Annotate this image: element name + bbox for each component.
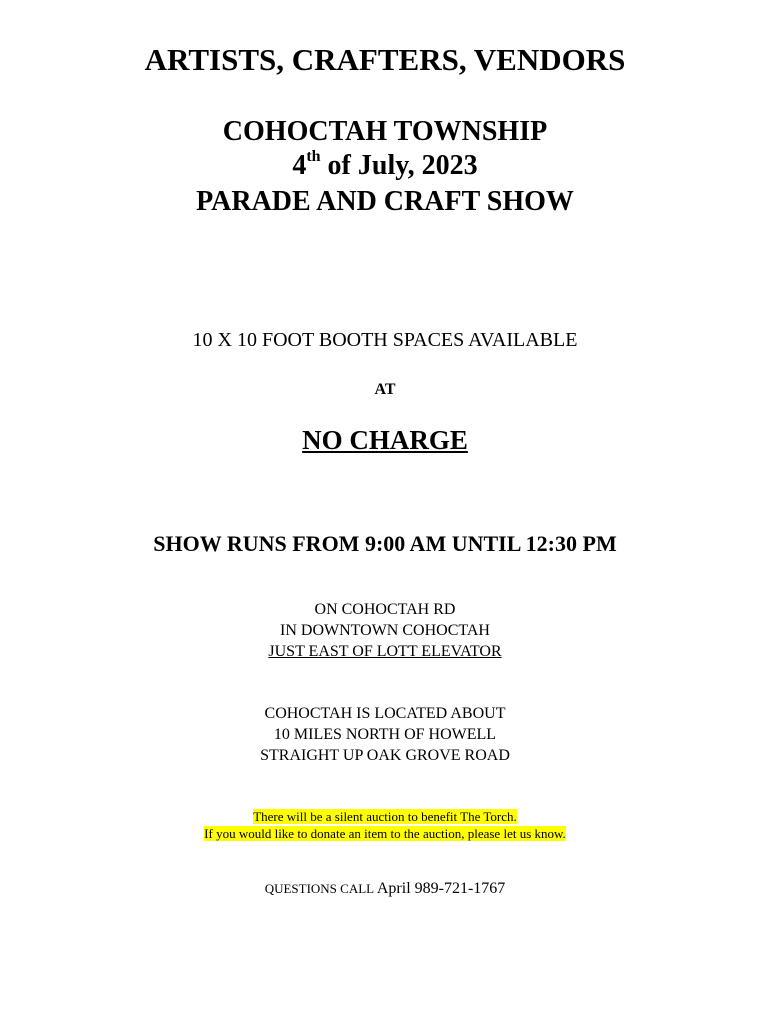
date-day: 4 [292, 150, 307, 181]
contact-phone: April 989-721-1767 [376, 880, 506, 897]
price-text [0, 423, 770, 457]
location-line-2: IN DOWNTOWN COHOCTAH [280, 622, 490, 639]
event-name: PARADE AND CRAFT SHOW [196, 186, 574, 217]
date-suffix: th [306, 148, 321, 165]
directions-line-3: STRAIGHT UP OAK GROVE ROAD [260, 747, 510, 764]
township-name: COHOCTAH TOWNSHIP [222, 116, 548, 147]
show-hours: SHOW RUNS FROM 9:00 AM UNTIL 12:30 PM [153, 531, 617, 556]
auction-note-1 [0, 808, 770, 825]
auction-highlight-1: There will be a silent auction to benefit The Torch. [253, 809, 517, 824]
contact-line [0, 878, 770, 900]
location-line-3 [0, 642, 770, 662]
location-landmark: JUST EAST OF LOTT ELEVATOR [268, 643, 502, 660]
no-charge-label: NO CHARGE [302, 425, 468, 455]
at-text: AT [374, 381, 396, 398]
directions-line-1: COHOCTAH IS LOCATED ABOUT [264, 705, 506, 722]
event-date [0, 147, 770, 185]
auction-note-2 [0, 825, 770, 842]
booth-spaces-text: 10 X 10 FOOT BOOTH SPACES AVAILABLE [192, 329, 578, 351]
location-line-1: ON COHOCTAH RD [314, 601, 456, 618]
directions-line-2: 10 MILES NORTH OF HOWELL [273, 726, 497, 743]
flyer-title: ARTISTS, CRAFTERS, VENDORS [144, 42, 626, 77]
date-rest: of July, 2023 [320, 150, 478, 181]
contact-label: QUESTIONS CALL [264, 881, 377, 896]
auction-highlight-2: If you would like to donate an item to the auction, please let us know. [204, 826, 566, 841]
